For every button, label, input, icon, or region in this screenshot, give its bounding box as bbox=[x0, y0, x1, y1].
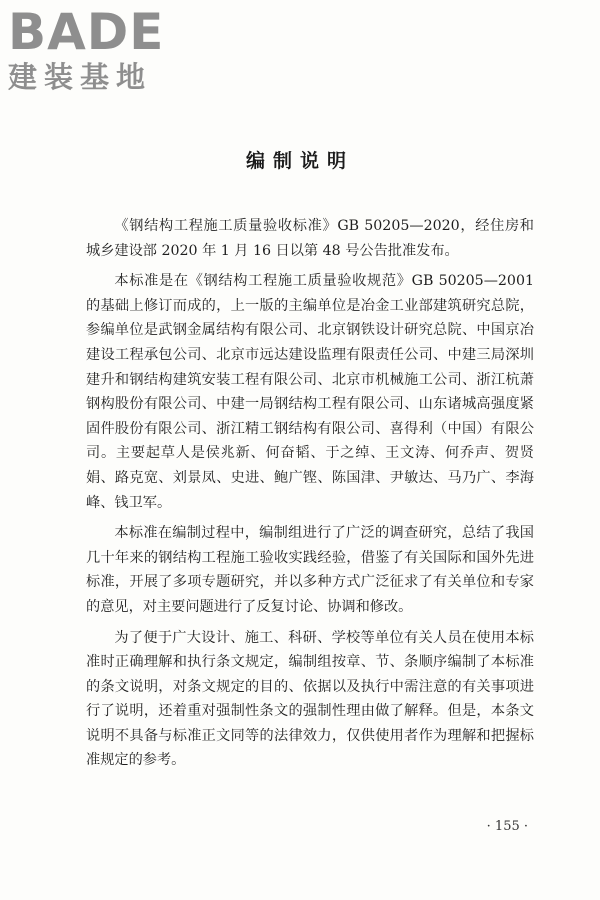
paragraph-3: 本标准在编制过程中，编制组进行了广泛的调查研究，总结了我国几十年来的钢结构工程施工验收实践经验，借鉴了有关国际和国外先进标准，开展了多项专题研究，并以多种方式广泛征求了有关单位和专家的意见，对主要问题进行了反复讨论、协调和修改。 bbox=[86, 525, 534, 615]
paragraph-4: 为了便于广大设计、施工、科研、学校等单位有关人员在使用本标准时正确理解和执行条文规定，编制组按章、节、条顺序编制了本标准的条文说明，对条文规定的目的、依据以及执行中需注意的有关事项进行了说明，还着重对强制性条文的强制性理由做了解释。但是，本条文说明不具备与标准正文同等的法律效力，仅供使用者作为理解和把握标准规定的参考。 bbox=[86, 629, 534, 769]
document-body bbox=[86, 214, 534, 779]
brand-logo bbox=[8, 3, 178, 94]
page-title: 编制说明 bbox=[245, 150, 354, 172]
page-number: · 155 · bbox=[486, 819, 528, 834]
logo-subtitle: 建装基地 bbox=[8, 60, 153, 94]
logo-wordmark: BADE bbox=[8, 3, 165, 61]
paragraph-2: 本标准是在《钢结构工程施工质量验收规范》GB 50205—2001 的基础上修订而成的，上一版的主编单位是冶金工业部建筑研究总院，参编单位是武钢金属结构有限公司、北京钢铁设计研究总院、中国京冶建设工程承包公司、北京市远达建设监理有限责任公司、中建三局深圳建升和钢结构建筑安装工程有限公司、北京市机械施工公司、浙江杭萧钢构股份有限公司、中建一局钢结构工程有限公司、山东诸城高强度紧固件股份有限公司、浙江精工钢结构有限公司、喜得利（中国）有限公司。主要起草人是侯兆新、何奋韬、于之绰、王文涛、何乔声、贺贤娟、路克宽、刘景凤、史进、鲍广铿、陈国津、尹敏达、马乃广、李海峰、钱卫军。 bbox=[86, 273, 534, 511]
paragraph-1: 《钢结构工程施工质量验收标准》GB 50205—2020，经住房和城乡建设部 2020 年 1 月 16 日以第 48 号公告批准发布。 bbox=[86, 218, 534, 259]
